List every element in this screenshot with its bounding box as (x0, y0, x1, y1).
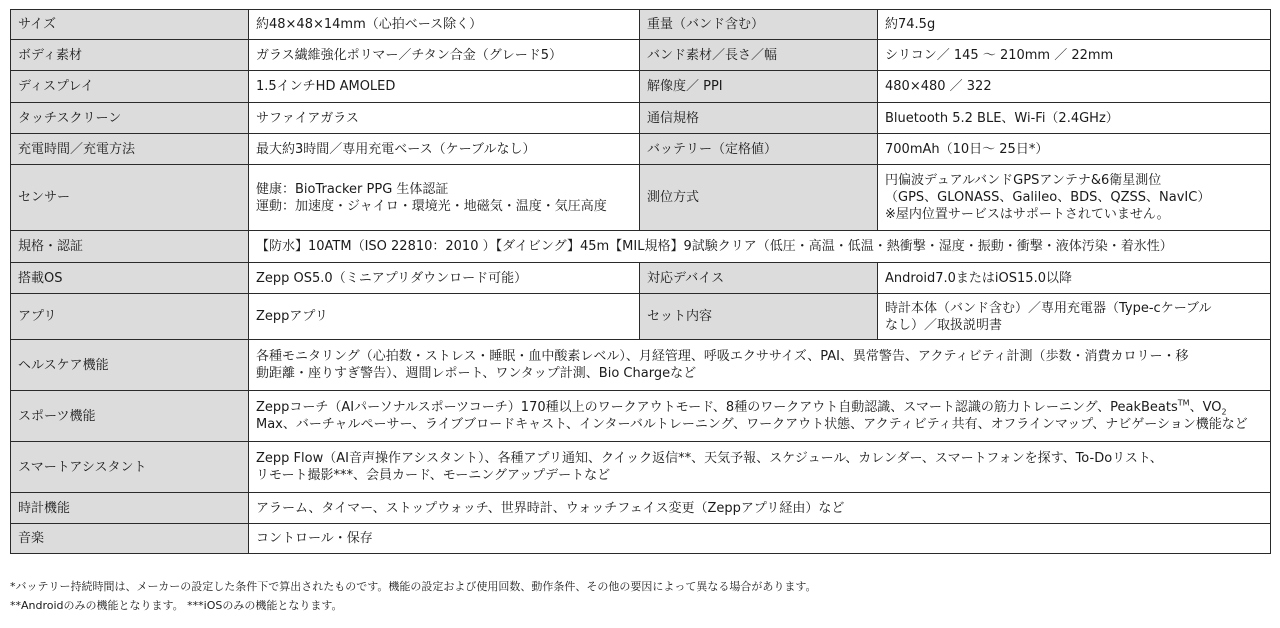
package-line-2: なし）／取扱説明書 (885, 317, 1003, 333)
value-display: 1.5インチHD AMOLED (249, 71, 640, 103)
assistant-line-1: Zepp Flow（AI音声操作アシスタント）、各種アプリ通知、クイック返信**、天気予報、スケジュール、カレンダー、スマートフォンを探す、To-Doリスト、 (256, 451, 1163, 466)
label-watch-functions: 時計機能 (11, 493, 249, 524)
label-sensors: センサー (11, 165, 249, 231)
value-weight: 約74.5g (878, 10, 1271, 40)
label-touchscreen: タッチスクリーン (11, 103, 249, 134)
label-display: ディスプレイ (11, 71, 249, 103)
spec-row-app (11, 294, 1271, 340)
value-package (878, 294, 1271, 340)
label-size: サイズ (11, 10, 249, 40)
label-battery: バッテリー（定格値） (640, 134, 878, 165)
value-devices: Android7.0またはiOS15.0以降 (878, 263, 1271, 294)
vo2-subscript: 2 (1221, 407, 1227, 417)
label-body-material: ボディ素材 (11, 40, 249, 71)
value-certification: 【防水】10ATM（ISO 22810：2010 ）【ダイビング】45m【MIL規格】9試験クリア（低圧・高温・低温・熱衝撃・湿度・振動・衝撃・液体汚染・着氷性） (249, 231, 1271, 263)
value-sports (249, 391, 1271, 442)
label-sports: スポーツ機能 (11, 391, 249, 442)
spec-row-touchscreen (11, 103, 1271, 134)
spec-row-certification (11, 231, 1271, 263)
value-battery: 700mAh（10日～ 25日*） (878, 134, 1271, 165)
label-positioning: 測位方式 (640, 165, 878, 231)
label-certification: 規格・認証 (11, 231, 249, 263)
value-health (249, 340, 1271, 391)
sensor-motion-line: 運動：加速度・ジャイロ・環境光・地磁気・温度・気圧高度 (256, 198, 607, 214)
label-app: アプリ (11, 294, 249, 340)
value-resolution: 480×480 ／ 322 (878, 71, 1271, 103)
label-assistant: スマートアシスタント (11, 442, 249, 493)
spec-row-display (11, 71, 1271, 103)
spec-row-os (11, 263, 1271, 294)
footnotes (10, 577, 817, 615)
spec-row-sports (11, 391, 1271, 442)
package-line-1: 時計本体（バンド含む）／専用充電器（Type-cケーブル (885, 300, 1212, 316)
label-weight: 重量（バンド含む） (640, 10, 878, 40)
spec-row-charging (11, 134, 1271, 165)
value-assistant (249, 442, 1271, 493)
sports-line-2: Max、バーチャルペーサー、ライブブロードキャスト、インターバルトレーニング、ワークアウト状態、アクティビティ共有、オフラインマップ、ナビゲーション機能など (256, 417, 1248, 432)
positioning-line-2: （GPS、GLONASS、Galileo、BDS、QZSS、NavIC） (885, 190, 1211, 205)
value-sensors (249, 165, 640, 231)
label-resolution: 解像度／ PPI (640, 71, 878, 103)
label-charging: 充電時間／充電方法 (11, 134, 249, 165)
label-os: 搭載OS (11, 263, 249, 294)
assistant-line-2: リモート撮影***、会員カード、モーニングアップデートなど (256, 468, 611, 483)
value-charging: 最大約3時間／専用充電ベース（ケーブルなし） (249, 134, 640, 165)
value-band-material: シリコン／ 145 ～ 210mm ／ 22mm (878, 40, 1271, 71)
sports-line-1-text: Zeppコーチ（AIパーソナルスポーツコーチ）170種以上のワークアウトモード、8種のワークアウト自動認識、スマート認識の筋力トレーニング、PeakBeats (256, 400, 1178, 415)
label-music: 音楽 (11, 524, 249, 554)
sports-line-1-vo: 、VO (1189, 400, 1222, 415)
spec-row-assistant (11, 442, 1271, 493)
health-line-1: 各種モニタリング（心拍数・ストレス・睡眠・血中酸素レベル）、月経管理、呼吸エクササイズ、PAI、異常警告、アクティビティ計測（歩数・消費カロリー・移 (256, 349, 1189, 364)
health-line-2: 動距離・座りすぎ警告）、週間レポート、ワンタップ計測、Bio Chargeなど (256, 366, 697, 381)
spec-row-watch (11, 493, 1271, 524)
label-health: ヘルスケア機能 (11, 340, 249, 391)
label-connectivity: 通信規格 (640, 103, 878, 134)
footnote-battery: *バッテリー持続時間は、メーカーの設定した条件下で算出されたものです。機能の設定および使用回数、動作条件、その他の要因によって異なる場合があります。 (10, 580, 817, 593)
spec-row-body-material (11, 40, 1271, 71)
value-watch-functions: アラーム、タイマー、ストップウォッチ、世界時計、ウォッチフェイス変更（Zeppアプリ経由）など (249, 493, 1271, 524)
value-body-material: ガラス繊維強化ポリマー／チタン合金（グレード5） (249, 40, 640, 71)
value-touchscreen: サファイアガラス (249, 103, 640, 134)
value-connectivity: Bluetooth 5.2 BLE、Wi-Fi（2.4GHz） (878, 103, 1271, 134)
value-positioning (878, 165, 1271, 231)
label-band-material: バンド素材／長さ／幅 (640, 40, 878, 71)
trademark-mark: TM (1177, 398, 1190, 408)
footnote-platform: **Androidのみの機能となります。 ***iOSのみの機能となります。 (10, 599, 343, 612)
value-music: コントロール・保存 (249, 524, 1271, 554)
label-devices: 対応デバイス (640, 263, 878, 294)
positioning-line-1: 円偏波デュアルバンドGPSアンテナ&6衛星測位 (885, 173, 1162, 188)
label-package: セット内容 (640, 294, 878, 340)
positioning-line-3: ※屋内位置サービスはサポートされていません。 (885, 207, 1170, 222)
spec-row-size (11, 10, 1271, 40)
sensor-health-line: 健康：BioTracker PPG 生体認証 (256, 181, 449, 197)
value-app: Zeppアプリ (249, 294, 640, 340)
value-os: Zepp OS5.0（ミニアプリダウンロード可能） (249, 263, 640, 294)
spec-row-music (11, 524, 1271, 554)
sports-line-1 (256, 399, 1263, 416)
value-size: 約48×48×14mm（心拍ベース除く） (249, 10, 640, 40)
spec-row-sensors (11, 165, 1271, 231)
spec-table (10, 9, 1271, 554)
spec-row-health (11, 340, 1271, 391)
